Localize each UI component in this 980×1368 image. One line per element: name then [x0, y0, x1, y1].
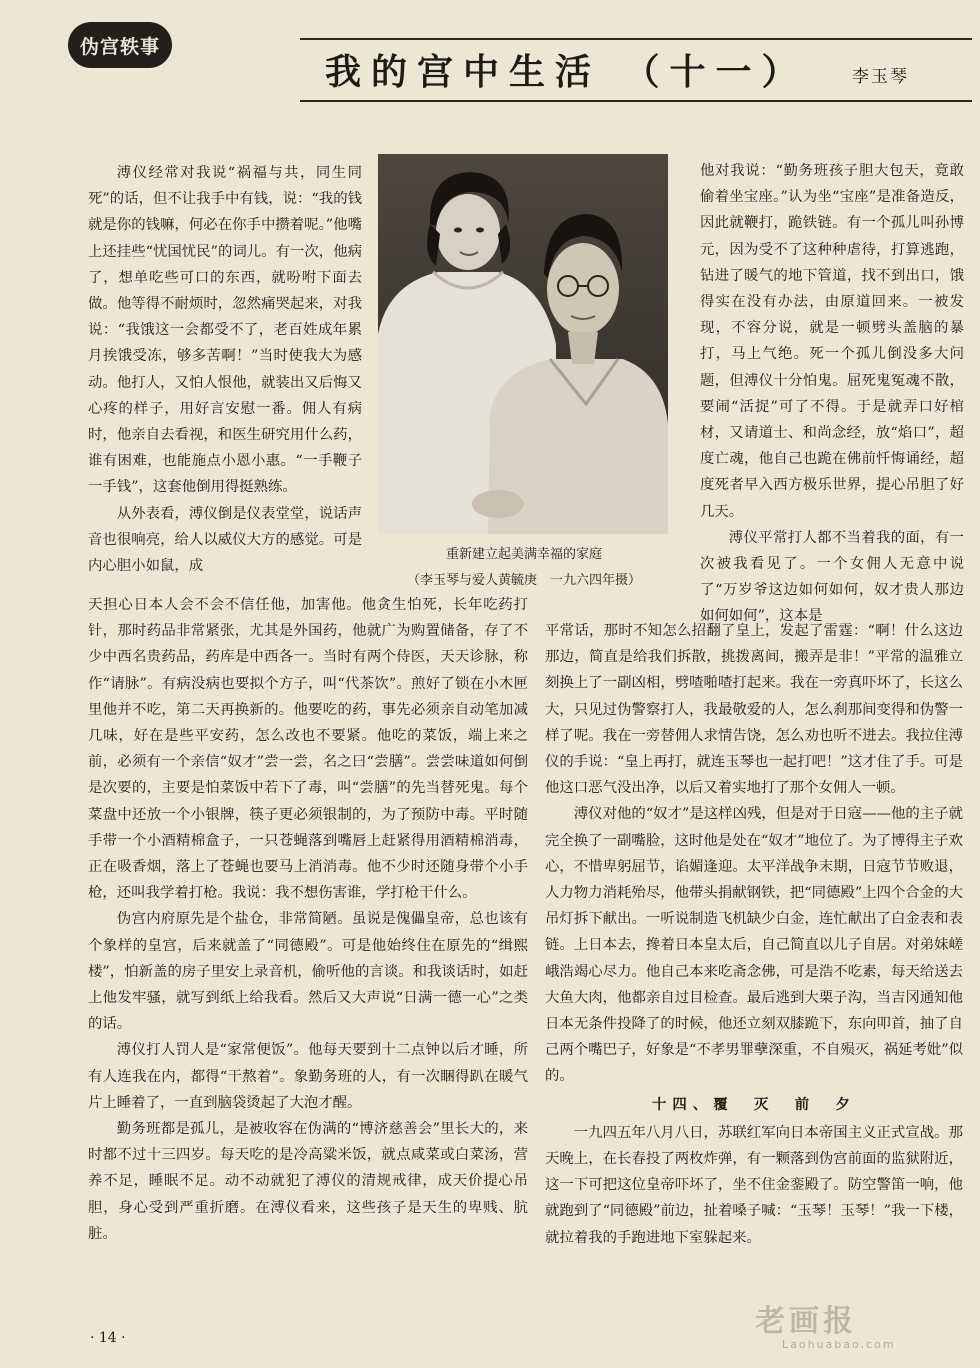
paragraph: 他对我说：“勤务班孩子胆大包天，竟敢偷着坐宝座。”认为坐“宝座”是准备造反，因此就鞭打，跪铁链。有一个孤儿叫孙博元，因为受不了这种种虐待，打算逃跑，钻进了暖气的地下管道，找不到出口，饿得实在没有办法，由原道回来。一被发现，不容分说，就是一顿劈头盖脑的暴打，马上气绝。死一个孤儿倒没多大问题，但溥仪十分怕鬼。屈死鬼冤魂不散，要闹“活捉”可了不得。于是就弄口好棺材，又请道士、和尚念经，放“焰口”，超度亡魂，他自己也跪在佛前忏悔诵经，超度死者早入西方极乐世界，提心吊胆了好几天。	[700, 163, 964, 520]
caption-detail: （李玉琴与爱人黄毓庚 一九六四年摄）	[406, 573, 641, 588]
title-rule-top	[300, 38, 972, 40]
paragraph: 溥仪平常打人都不当着我的面，有一次被我看见了。一个女佣人无意中说了“万岁爷这边如何如何，奴才贵人那边如何如何”，这本是	[700, 529, 964, 625]
text-column-bottom-right	[545, 618, 963, 1251]
paragraph: 从外表看，溥仪倒是仪表堂堂，说话声音也很响亮，给人以威仪大方的感觉。可是内心胆小如鼠，成	[88, 505, 362, 575]
article-title: 我的宫中生活 （十一）	[325, 51, 808, 93]
paragraph: 勤务班都是孤儿，是被收容在伪满的“博济慈善会”里长大的，来时都不过十三四岁。每天吃的是冷高粱米饭，就点咸菜或白菜汤，营养不足，睡眠不足。动不动就犯了溥仪的清规戒律，成天价提心吊胆，身心受到严重折磨。在溥仪看来，这些孩子是天生的卑贱、肮脏。	[88, 1121, 528, 1242]
photo-caption	[378, 542, 670, 594]
couple-photo	[378, 154, 668, 534]
text-column-bottom-left	[88, 592, 528, 1247]
paragraph: 溥仪打人罚人是“家常便饭”。他每天要到十二点钟以后才睡，所有人连我在内，都得“干熬着”。象勤务班的人，有一次睏得趴在暖气片上睡着了，一直到脑袋烫起了大泡才醒。	[88, 1042, 528, 1111]
text-column-right	[700, 158, 964, 630]
caption-title: 重新建立起美满幸福的家庭	[445, 547, 602, 562]
section-heading: 十四、覆 灭 前 夕	[652, 1095, 856, 1113]
watermark-url: Laohuabao.com	[782, 1338, 896, 1351]
title-rule-bottom	[300, 100, 972, 102]
paragraph: 平常话，那时不知怎么招翻了皇上，发起了雷霆：“啊！什么这边那边，简直是给我们拆散，挑拨离间，搬弄是非！”平常的温雅立刻换上了一副凶相，劈喳啪喳打起来。我在一旁真吓坏了，长这么大，只见过伪警察打人，我最敬爱的人，怎么刹那间变得和伪警一样了呢。我在一旁替佣人求情告饶，怎么劝也听不进去。我拉住溥仪的手说：“皇上再打，就连玉琴也一起打吧！”这才住了手。可是他这口恶气没出净，以后又着实地打了那个女佣人一顿。	[545, 623, 963, 797]
column-badge: 伪宫轶事	[68, 22, 172, 68]
couple-photo-image	[378, 154, 668, 534]
watermark-logo: 老画报	[755, 1304, 857, 1339]
paragraph: 溥仪经常对我说“祸福与共，同生同死”的话，但不让我手中有钱，说：“我的钱就是你的钱嘛，何必在你手中攒着呢。”他嘴上还挂些“忧国忧民”的词儿。有一次，他病了，想单吃些可口的东西，就吩咐下面去做。他等得不耐烦时，忽然痛哭起来，对我说：“我饿这一会都受不了，老百姓成年累月挨饿受冻，够多苦啊！”当时使我大为感动。他打人，又怕人恨他，就装出又后悔又心疼的样子，用好言安慰一番。佣人有病时，他亲自去看视，和医生研究用什么药，谁有困难，也能施点小恩小惠。“一手鞭子一手钱”，这套他倒用得挺熟练。	[88, 165, 362, 496]
article-author: 李玉琴	[852, 67, 909, 87]
paragraph: 一九四五年八月八日，苏联红军向日本帝国主义正式宣战。那天晚上，在长春投了两枚炸弹，有一颗落到伪宫前面的监狱附近，这一下可把这位皇帝吓坏了，坐不住金銮殿了。防空警笛一响，他就跑到了“同德殿”前边，扯着嗓子喊：“玉琴！玉琴！”我一下楼，就拉着我的手跑进地下室躲起来。	[545, 1124, 963, 1246]
paragraph: 天担心日本人会不会不信任他，加害他。他贪生怕死，长年吃药打针，那时药品非常紧张，尤其是外国药，他就广为购置储备，存了不少中西名贵药品，药库是中西各一。当时有两个侍医，天天诊脉，称作“请脉”。有病没病也要拟个方子，叫“代茶饮”。煎好了锁在小木匣里他并不吃，第二天再换新的。他要吃的药，事先必须亲自动笔加减几味，好在是些平安药，怎么改也不要紧。他吃的菜饭，端上来之前，必须有一个亲信“奴才”尝一尝，名之曰“尝膳”。尝尝味道如何倒是次要的，主要是怕菜饭中若下了毒，叫“尝膳”的先当替死鬼。每个菜盘中还放一个小银牌，筷子更必须银制的，为了预防中毒。平时随手带一个小酒精棉盒子，一只苍蝇落到嘴唇上赶紧得用酒精棉消毒，正在吸香烟，落上了苍蝇也要马上消消毒。他不少时还随身带个小手枪，还叫我学着打枪。我说：我不想伤害谁，学打枪干什么。	[88, 597, 528, 902]
paragraph: 伪宫内府原先是个盐仓，非常简陋。虽说是傀儡皇帝，总也该有个象样的皇宫，后来就盖了“同德殿”。可是他始终住在原先的“缉熙楼”，怕新盖的房子里安上录音机，偷听他的言谈。和我谈话时，如赶上他发牢骚，就写到纸上给我看。然后又大声说“日满一德一心”之类的话。	[88, 911, 528, 1033]
page-number: · 14 ·	[90, 1330, 126, 1346]
text-column-left	[88, 160, 362, 579]
paragraph: 溥仪对他的“奴才”是这样凶残，但是对于日寇——他的主子就完全换了一副嘴脸，这时他是处在“奴才”地位了。为了博得主子欢心，不惜卑躬屈节，谄媚逢迎。太平洋战争末期，日寇节节败退，人力物力消耗殆尽，他带头捐献钢铁，把“同德殿”上四个合金的大吊灯拆下献出。一听说制造飞机缺少白金，连忙献出了白金表和表链。上日本去，搀着日本皇太后，自己简直以儿子自居。对弟妹嵯峨浩竭心尽力。他自己本来吃斋念佛，可是浩不吃素，每天给送去大鱼大肉，他都亲自过目检查。最后逃到大栗子沟，当吉冈通知他日本无条件投降了的时候，他还立刻双膝跪下，东向叩首，抽了自己两个嘴巴子，好象是“不孝男罪孽深重，不自殒灭，祸延考妣”似的。	[545, 806, 963, 1085]
